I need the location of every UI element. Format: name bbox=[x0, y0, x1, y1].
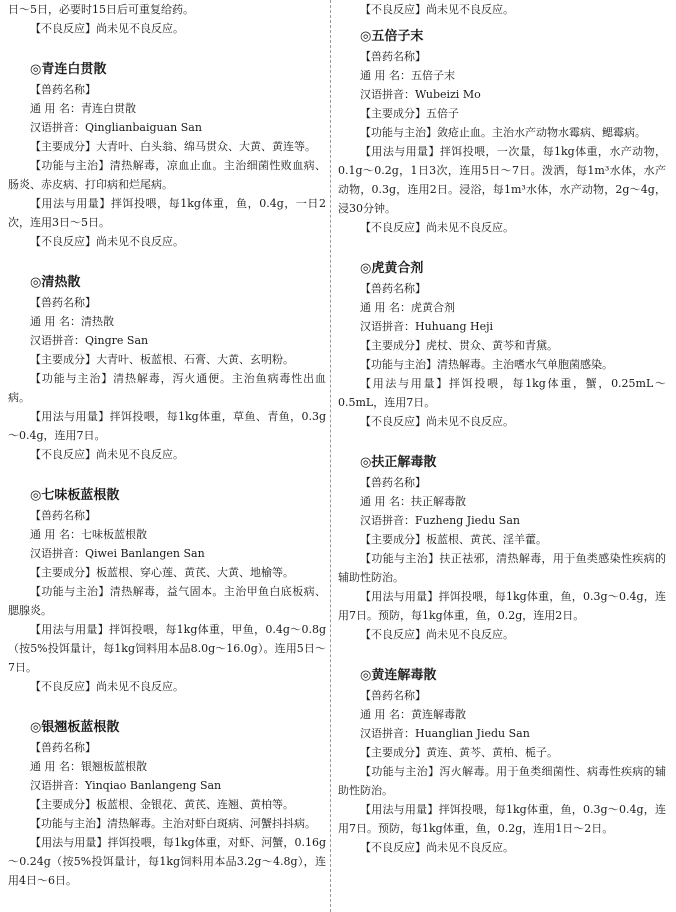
vet-name-label: 【兽药名称】 bbox=[360, 689, 426, 702]
entry-yinqiao bbox=[8, 718, 326, 890]
common-name: 通 用 名：清热散 bbox=[30, 315, 114, 328]
pinyin-name: 汉语拼音：Qingre San bbox=[30, 334, 149, 347]
function: 【功能与主治】清热解毒。主治嗜水气单胞菌感染。 bbox=[360, 358, 613, 371]
entry-title: ◎黄连解毒散 bbox=[360, 668, 437, 683]
left-column bbox=[8, 0, 326, 890]
vet-name-label: 【兽药名称】 bbox=[360, 476, 426, 489]
entry-title: ◎七味板蓝根散 bbox=[30, 488, 120, 503]
ingredients: 【主要成分】板蓝根、穿心莲、黄芪、大黄、地榆等。 bbox=[30, 566, 294, 579]
entry-qiwei bbox=[8, 486, 326, 696]
entry-title: ◎清热散 bbox=[30, 275, 81, 290]
common-name: 通 用 名：青连白贯散 bbox=[30, 102, 136, 115]
adverse: 【不良反应】尚未见不良反应。 bbox=[30, 448, 184, 461]
intro-adverse: 【不良反应】尚未见不良反应。 bbox=[360, 3, 514, 16]
adverse: 【不良反应】尚未见不良反应。 bbox=[360, 628, 514, 641]
function: 【功能与主治】清热解毒，泻火通便。主治鱼病毒性出血病。 bbox=[8, 372, 326, 404]
function: 【功能与主治】扶正祛邪，清热解毒，用于鱼类感染性疾病的辅助性防治。 bbox=[338, 552, 666, 584]
pinyin-name: 汉语拼音：Yinqiao Banlangeng San bbox=[30, 779, 222, 792]
entry-title: ◎银翘板蓝根散 bbox=[30, 720, 120, 735]
intro-adverse: 【不良反应】尚未见不良反应。 bbox=[30, 22, 184, 35]
entry-huhuang bbox=[338, 259, 666, 431]
ingredients: 【主要成分】大青叶、白头翁、绵马贯众、大黄、黄连等。 bbox=[30, 140, 316, 153]
vet-name-label: 【兽药名称】 bbox=[360, 282, 426, 295]
function: 【功能与主治】敛疮止血。主治水产动物水霉病、鳃霉病。 bbox=[360, 126, 646, 139]
entry-wubeizi bbox=[338, 27, 666, 237]
function: 【功能与主治】清热解毒，益气固本。主治甲鱼白底板病、腮腺炎。 bbox=[8, 585, 326, 617]
pinyin-name: 汉语拼音：Qinglianbaiguan San bbox=[30, 121, 202, 134]
pinyin-name: 汉语拼音：Qiwei Banlangen San bbox=[30, 547, 205, 560]
adverse: 【不良反应】尚未见不良反应。 bbox=[360, 841, 514, 854]
function: 【功能与主治】泻火解毒。用于鱼类细菌性、病毒性疾病的辅助性防治。 bbox=[338, 765, 666, 797]
usage: 【用法与用量】拌饵投喂，每1kg体重，对虾、河蟹，0.16g～0.24g（按5%投饵量计，每1kg饲料用本品3.2g～4.8g），连用4日～6日。 bbox=[8, 836, 326, 887]
usage: 【用法与用量】拌饵投喂，每1kg体重，鱼，0.3g～0.4g，连用7日。预防，每1kg体重，鱼，0.2g，连用2日。 bbox=[338, 590, 666, 622]
entry-qingre bbox=[8, 273, 326, 464]
right-column bbox=[338, 0, 666, 857]
pinyin-name: 汉语拼音：Huanglian Jiedu San bbox=[360, 727, 530, 740]
vet-name-label: 【兽药名称】 bbox=[360, 50, 426, 63]
adverse: 【不良反应】尚未见不良反应。 bbox=[30, 680, 184, 693]
entry-fuzheng bbox=[338, 453, 666, 644]
entry-huanglian bbox=[338, 666, 666, 857]
ingredients: 【主要成分】板蓝根、金银花、黄芪、连翘、黄柏等。 bbox=[30, 798, 294, 811]
entry-qinglian bbox=[8, 60, 326, 251]
entry-title: ◎虎黄合剂 bbox=[360, 261, 424, 276]
entry-title: ◎青连白贯散 bbox=[30, 62, 107, 77]
usage: 【用法与用量】拌饵投喂，每1kg体重，蟹，0.25mL～0.5mL，连用7日。 bbox=[338, 377, 666, 409]
ingredients: 【主要成分】五倍子 bbox=[360, 107, 459, 120]
usage: 【用法与用量】拌饵投喂，每1kg体重，草鱼、青鱼，0.3g～0.4g，连用7日。 bbox=[8, 410, 326, 442]
common-name: 通 用 名：五倍子末 bbox=[360, 69, 455, 82]
usage: 【用法与用量】拌饵投喂，每1kg体重，鱼，0.4g，一日2次，连用3日～5日。 bbox=[8, 197, 326, 229]
vet-name-label: 【兽药名称】 bbox=[30, 83, 96, 96]
pinyin-name: 汉语拼音：Wubeizi Mo bbox=[360, 88, 481, 101]
common-name: 通 用 名：虎黄合剂 bbox=[360, 301, 455, 314]
ingredients: 【主要成分】虎杖、贯众、黄芩和青黛。 bbox=[360, 339, 558, 352]
common-name: 通 用 名：扶正解毒散 bbox=[360, 495, 466, 508]
usage: 【用法与用量】拌饵投喂，一次量，每1kg体重，水产动物，0.1g～0.2g，1日3次，连用5日～7日。泼洒，每1m³水体，水产动物，0.3g，连用2日。浸浴，每1m³水体，水产动物，2g～4g，浸30分钟。 bbox=[338, 145, 666, 215]
common-name: 通 用 名：银翘板蓝根散 bbox=[30, 760, 147, 773]
intro-line: 日～5日，必要时15日后可重复给药。 bbox=[8, 3, 194, 16]
vet-name-label: 【兽药名称】 bbox=[30, 741, 96, 754]
ingredients: 【主要成分】大青叶、板蓝根、石膏、大黄、玄明粉。 bbox=[30, 353, 294, 366]
adverse: 【不良反应】尚未见不良反应。 bbox=[360, 221, 514, 234]
entry-title: ◎扶正解毒散 bbox=[360, 455, 437, 470]
ingredients: 【主要成分】黄连、黄芩、黄柏、栀子。 bbox=[360, 746, 558, 759]
column-divider bbox=[330, 0, 332, 912]
pinyin-name: 汉语拼音：Fuzheng Jiedu San bbox=[360, 514, 520, 527]
function: 【功能与主治】清热解毒。主治对虾白斑病、河蟹抖抖病。 bbox=[30, 817, 316, 830]
common-name: 通 用 名：黄连解毒散 bbox=[360, 708, 466, 721]
pinyin-name: 汉语拼音：Huhuang Heji bbox=[360, 320, 494, 333]
entry-title: ◎五倍子末 bbox=[360, 29, 424, 44]
function: 【功能与主治】清热解毒，凉血止血。主治细菌性败血病、肠炎、赤皮病、打印病和烂尾病。 bbox=[8, 159, 326, 191]
adverse: 【不良反应】尚未见不良反应。 bbox=[30, 235, 184, 248]
ingredients: 【主要成分】板蓝根、黄芪、淫羊藿。 bbox=[360, 533, 547, 546]
vet-name-label: 【兽药名称】 bbox=[30, 509, 96, 522]
common-name: 通 用 名：七味板蓝根散 bbox=[30, 528, 147, 541]
adverse: 【不良反应】尚未见不良反应。 bbox=[360, 415, 514, 428]
usage: 【用法与用量】拌饵投喂，每1kg体重，鱼，0.3g～0.4g，连用7日。预防，每1kg体重，鱼，0.2g，连用1日～2日。 bbox=[338, 803, 666, 835]
vet-name-label: 【兽药名称】 bbox=[30, 296, 96, 309]
usage: 【用法与用量】拌饵投喂，每1kg体重，甲鱼，0.4g～0.8g（按5%投饵量计，每1kg饲料用本品8.0g～16.0g）。连用5日～7日。 bbox=[8, 623, 326, 674]
